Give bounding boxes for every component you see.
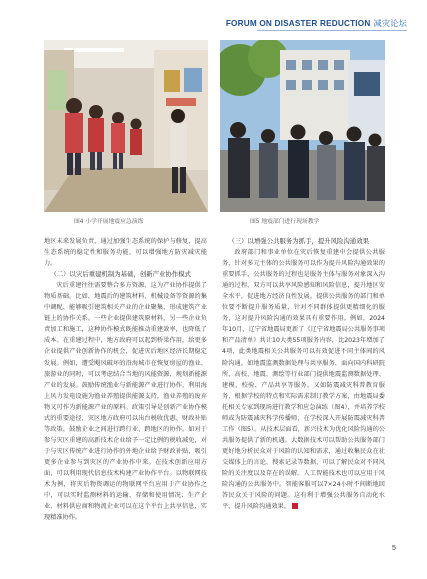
header-en: FORUM ON DISASTER REDUCTION <box>225 19 371 28</box>
article-end-mark <box>292 503 298 509</box>
left-body-paragraph: 灾后重建往往需要整合多方资源，这为产业协作提供了物质基础。比如，地震后的建筑材料、机械设备等资源的集中调配，能够吸引建筑相关产业的企业聚集，形成建筑产业链上的协作关系。一些企业提供建筑原材料，另一些企业负责加工和施工，这种协作模式既能推动重建效率，也降低了成本。在重建过程中，地方政府可以起到桥梁作用，给更多企业提供产业创新协作的机会，促进灾后地区经济长期稳定发展。例如，遭受飓风破坏的沿海城市在恢复房屋的渔业、旅游业的同时，可以考虑结合当地的风能资源，规划新能源产业的发展。鼓励传统渔业与新能源产业进行协作，利用海上风力发电设施为渔业养殖提供能源支持，渔业养殖的废弃物又可作为新能源产业的原料。政策引导是创新产业协作模式的重要途径，灾区地方政府可以出台税收优惠、财政补贴等政策，鼓励企业之间进行跨行业、跨地区的协作。如对于参与灾区重建的高新技术企业给予一定比例的税收减免，对于与灾区传统产业进行协作的外地企业给予财政补贴，吸引更多企业参与到灾区的产业协作中来。在技术创新应用方面，可以利用现代信息技术构建产业协作平台。以物联网技术为例，将灾后物资调运的物联网平台应用于产业协作之中，可以实时监测材料的运输、存储和使用情况；生产企业、材料供应商和物流企业可以在这个平台上共享信息，实现精准协作。 <box>44 282 207 522</box>
page-number: 5 <box>392 545 396 552</box>
right-body-text: 政府部门和事业单位在灾后恢复重建中会提供公共服务，针对多元主体的公共服务可以作为提升风险沟通效果的重要抓手，公共服务的过程也是服务主体与服务对象深入沟通的过程，双方可以共享风险感知和风险信息，提升地区安全水平，促进地方经济良性发展。提供公共服务的部门和单位要不断提升服务质量，针对不同群体提供更精细化的服务，这对提升风险沟通的效果具有重要作用。例如，2024年10月，辽宁省地震局更新了《辽宁省地震局公共服务事项和产品清单》共计10大类55项服务内容，比2023年增加了4项，此类地震相关公共服务可以有效促进不同主体间的风险沟通，如地震监测数据处理与共享服务，面向国内科研院所、高校、地震、测绘等行业部门提供地震监测数据处理、建模、校验、产品共享等服务。又如防震减灾科普教育服务，根据学校的特点和实际需求制订教学方案，由地震局委托相关专家到现场进行教学和应急演练（图4），并培养学校师或为防震减灾科学传播师，在学校深入开展防震减灾科普工作（图5）。从技术层面看，新兴技术为优化风险沟通的公共服务提供了新的机遇。大数据技术可以帮助公共服务部门更好地分析民众对于风险的认知和需求，通过收集民众在社交媒体上的言论、搜索记录等数据，可以了解民众对不同风险的关注度以及存在的误解。人工智能技术也可以应用于风险沟通的公共服务中。智能客服可以7×24小时不间断地回答民众关于风险的问题。这有利于增强公共服务自动化水平，提升风险沟通效果。 <box>222 249 385 511</box>
figure-4-caption: 图4 小学开展地震应急演练 <box>74 219 144 225</box>
header-cn: 减灾论坛 <box>373 19 407 28</box>
left-column <box>44 236 207 523</box>
header-rule <box>257 30 407 31</box>
section-heading-2: （二）以灾后重建机制为基础，创新产业协作模式 <box>50 270 191 279</box>
figure-5-caption: 图5 地震部门进行现场教学 <box>250 219 320 225</box>
right-column <box>222 236 385 512</box>
section-heading-3: （三）以增强公共服务为抓手，提升风险沟通效果 <box>228 237 369 245</box>
photo-earthquake-drill <box>44 40 208 212</box>
right-body-paragraph <box>222 247 385 512</box>
left-intro-paragraph: 地区未来发展负责，通过加强生态系统的保护与修复，提高生态系统的稳定性和服务功能，可以增强地方防灾减灾能力。 <box>44 238 207 268</box>
running-header <box>226 18 407 29</box>
photo-field-teaching <box>220 40 385 212</box>
